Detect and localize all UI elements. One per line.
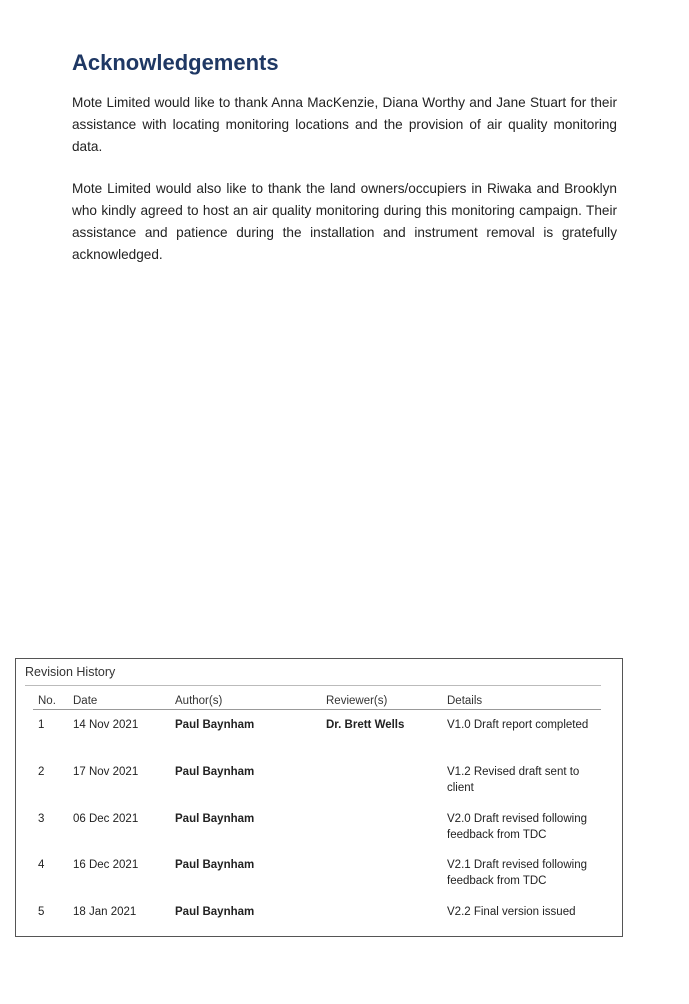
column-header-date: Date bbox=[73, 695, 98, 707]
row-no: 2 bbox=[38, 766, 45, 778]
acknowledgement-paragraph: Mote Limited would like to thank Anna MacKenzie, Diana Worthy and Jane Stuart for their assistance with locating monitoring locations and the provision of air quality monitoring data. bbox=[72, 95, 617, 154]
title-divider bbox=[25, 685, 601, 686]
row-date: 17 Nov 2021 bbox=[73, 766, 139, 778]
table-row bbox=[16, 764, 622, 798]
table-row bbox=[16, 857, 622, 891]
row-author: Paul Baynham bbox=[175, 859, 255, 871]
column-header-details: Details bbox=[447, 695, 483, 707]
table-row bbox=[16, 811, 622, 845]
row-details: V2.1 Draft revised following feedback from TDC bbox=[447, 859, 587, 887]
row-reviewer: Dr. Brett Wells bbox=[326, 719, 405, 731]
page-title: Acknowledgements bbox=[72, 50, 279, 75]
table-row bbox=[16, 904, 622, 938]
row-author: Paul Baynham bbox=[175, 766, 255, 778]
revision-history-box bbox=[15, 658, 623, 937]
row-details: V1.2 Revised draft sent to client bbox=[447, 766, 580, 794]
acknowledgement-paragraph: Mote Limited would also like to thank the land owners/occupiers in Riwaka and Brooklyn who kindly agreed to host an air quality monitoring during this monitoring campaign. Their assistance and patience during the installation and instrument removal is gratefully acknowledged. bbox=[72, 181, 617, 262]
row-date: 14 Nov 2021 bbox=[73, 719, 139, 731]
row-date: 06 Dec 2021 bbox=[73, 813, 139, 825]
row-no: 4 bbox=[38, 859, 45, 871]
row-details: V2.0 Draft revised following feedback from TDC bbox=[447, 813, 587, 841]
row-author: Paul Baynham bbox=[175, 719, 255, 731]
row-details: V1.0 Draft report completed bbox=[447, 719, 589, 731]
row-date: 18 Jan 2021 bbox=[73, 906, 137, 918]
column-header-no: No. bbox=[38, 695, 56, 707]
row-author: Paul Baynham bbox=[175, 906, 255, 918]
column-header-authors: Author(s) bbox=[175, 695, 223, 707]
header-divider bbox=[33, 709, 601, 710]
row-no: 5 bbox=[38, 906, 45, 918]
row-date: 16 Dec 2021 bbox=[73, 859, 139, 871]
column-header-reviewers: Reviewer(s) bbox=[326, 695, 388, 707]
row-no: 3 bbox=[38, 813, 45, 825]
row-details: V2.2 Final version issued bbox=[447, 906, 576, 918]
table-row bbox=[16, 717, 622, 751]
row-no: 1 bbox=[38, 719, 45, 731]
row-author: Paul Baynham bbox=[175, 813, 255, 825]
revision-history-title: Revision History bbox=[25, 665, 116, 679]
